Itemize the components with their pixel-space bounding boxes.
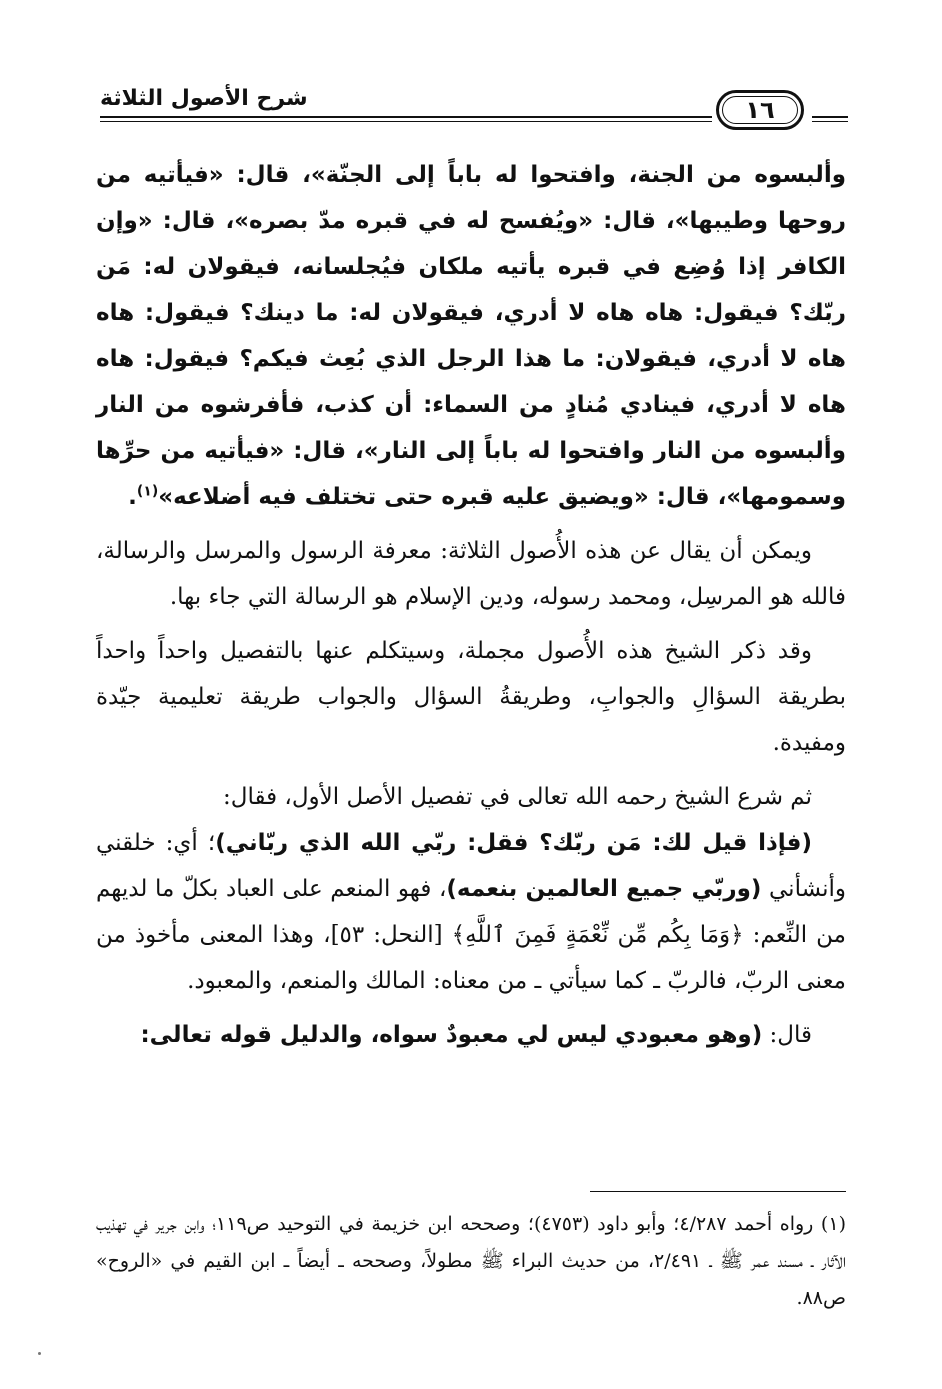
paragraph-first-principle-intro: ثم شرع الشيخ رحمه الله تعالى في تفصيل الأصل الأول، فقال: (223, 784, 812, 810)
header-rule-thin (100, 121, 712, 122)
footnote: (١) رواه أحمد ٤/٢٨٧؛ وأبو داود (٤٧٥٣)؛ وصححه ابن خزيمة في التوحيد ص١١٩؛ وابن جرير في تهذيب الآثار ـ مسند عمر ﷺ ـ ٢/٤٩١، من حديث البراء ﷺ مطولاً، وصححه ـ أيضاً ـ ابن القيم في «الروح» ص٨٨. (96, 1213, 846, 1309)
paragraph-method: وقد ذكر الشيخ هذه الأُصول مجملة، وسيتكلم عنها بالتفصيل واحداً واحداً بطريقة السؤالِ والجوابِ، وطريقةُ السؤال والجواب طريقة تعليمية جيّدة ومفيدة. (96, 638, 846, 756)
page-number-badge (716, 90, 804, 130)
hadith-paragraph (96, 152, 846, 520)
quote-text: (وهو معبودي ليس لي معبودٌ سواه، والدليل قوله تعالى: (140, 1022, 763, 1048)
header-rule (100, 116, 712, 118)
paragraph-worship (96, 1012, 846, 1058)
running-title: شرح الأصول الثلاثة (100, 86, 308, 111)
header-rule-right (812, 116, 848, 118)
quote-text: (فإذا قيل لك: مَن ربّك؟ فقل: ربّي الله الذي ربّاني) (215, 830, 812, 856)
footnote-separator (590, 1191, 846, 1192)
hadith-text: وألبسوه من الجنة، وافتحوا له باباً إلى الجنّة»، قال: «فيأتيه من روحها وطيبها»، قال: «ويُفسح له في قبره مدّ بصره»، قال: «وإن الكافر إذا وُضِع في قبره يأتيه ملكان فيُجلسانه، فيقولان له: مَن ربّك؟ فيقول: هاه هاه لا أدري، فيقولان له: ما دينك؟ فيقول: هاه هاه لا أدري، فيقولان: ما هذا الرجل الذي بُعِث فيكم؟ فيقول: هاه هاه لا أدري، فينادي مُنادٍ من السماء: أن كذب، فأفرشوه من النار وألبسوه من النار وافتحوا له باباً إلى النار»، قال: «فيأتيه من حرِّها وسمومها»، قال: «ويضيق عليه قبره حتى تختلف فيه أضلاعه» (96, 162, 846, 510)
paragraph-who-is-your-lord (96, 820, 846, 1004)
quote-text: (وربّي جميع العالمين بنعمه) (446, 876, 762, 902)
scan-speck (38, 1352, 41, 1355)
footnote-reference[interactable]: (١) (136, 483, 159, 500)
commentary-text: ؛ أي: خلقني وأنشأني (96, 830, 846, 902)
commentary-text: ، فهو المنعم على العباد بكلّ ما لديهم من النِّعم: ﴿وَمَا بِكُم مِّن نِّعْمَةٍ فَمِنَ ٱللَّهِ﴾ [النحل: ٥٣]، وهذا المعنى مأخوذ من معنى الربّ، فالربّ ـ كما سيأتي ـ من معناه: المالك والمنعم، والمعبود. (96, 876, 846, 994)
commentary-text: قال: (762, 1022, 812, 1048)
paragraph-three-principles: ويمكن أن يقال عن هذه الأُصول الثلاثة: معرفة الرسول والمرسل والرسالة، فالله هو المرسِل، ومحمد رسوله، ودين الإسلام هو الرسالة التي جاء بها. (96, 538, 846, 610)
page-number: ١٦ (745, 96, 775, 124)
hadith-end: . (128, 484, 137, 510)
main-text (96, 152, 846, 1058)
page-header (100, 80, 848, 138)
header-rule-right-thin (812, 121, 848, 122)
